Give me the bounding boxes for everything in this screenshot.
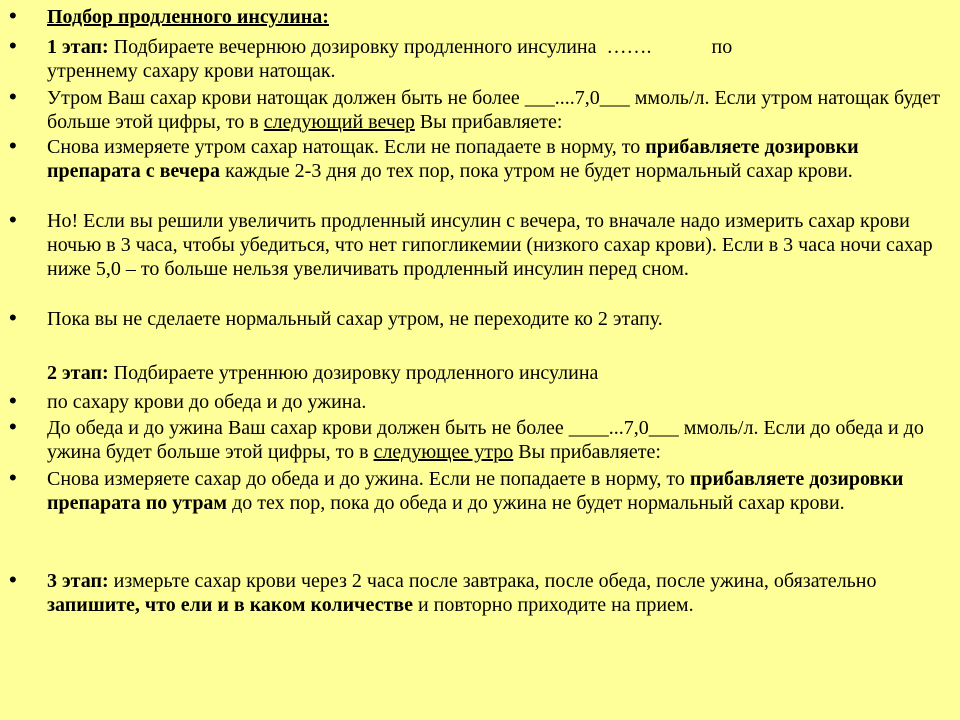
morning-item <box>9 84 947 134</box>
bullet: • <box>9 305 17 330</box>
bullet: • <box>9 84 17 109</box>
bullet: • <box>9 207 17 232</box>
by-sugar-item <box>9 388 947 414</box>
again1-text-end: каждые 2-3 дня до тех пор, пока утром не будет нормальный сахар крови. <box>220 160 853 182</box>
bullet: • <box>9 388 17 413</box>
stage2-item <box>47 361 947 385</box>
before-meals-item <box>9 414 947 464</box>
warning-item <box>9 207 947 281</box>
stage1-label: 1 этап: <box>47 36 109 58</box>
stage1-line2: утреннему сахару крови натощак. <box>47 60 336 82</box>
morning-text: Утром Ваш сахар крови натощак должен быть не более ___....7,0___ ммоль/л. Если утром натощак будет больше этой цифры, то в <box>47 87 940 133</box>
heading-item <box>9 3 947 29</box>
stage2-text: Подбираете утреннюю дозировку продленного инсулина <box>108 362 599 384</box>
next-morning: следующее утро <box>373 441 514 463</box>
bullet: • <box>9 33 17 58</box>
stage3-item <box>9 567 947 617</box>
by-sugar-text: по сахару крови до обеда и до ужина. <box>47 391 367 413</box>
before-meals-text-end: Вы прибавляете: <box>513 441 661 463</box>
bullet: • <box>9 567 17 592</box>
again2-text-end: до тех пор, пока до обеда и до ужина не будет нормальный сахар крови. <box>227 492 845 514</box>
stage2-label: 2 этап: <box>47 362 109 384</box>
morning-text-end: Вы прибавляете: <box>414 111 563 133</box>
until-text: Пока вы не сделаете нормальный сахар утром, не переходите ко 2 этапу. <box>47 308 663 330</box>
heading: Подбор продленного инсулина: <box>47 6 329 28</box>
bullet: • <box>9 414 17 439</box>
again2-bold: прибавляете дозировки препарата по утрам <box>47 468 904 514</box>
again1-text: Снова измеряете утром сахар натощак. Если не попадаете в норму, то <box>47 136 646 158</box>
again2-text: Снова измеряете сахар до обеда и до ужина. Если не попадаете в норму, то <box>47 468 690 490</box>
before-meals-text: До обеда и до ужина Ваш сахар крови должен быть не более ____...7,0___ ммоль/л. Если до обеда и до ужина будет больше этой цифры, то в <box>47 417 924 463</box>
stage1-item <box>9 33 947 83</box>
warning-text: Но! Если вы решили увеличить продленный инсулин с вечера, то вначале надо измерить сахар крови ночью в 3 часа, чтобы убедиться, что нет гипогликемии (низкого сахар крови). Если в 3 часа ночи сахар ниже 5,0 – то больше нельзя увеличивать продленный инсулин перед сном. <box>47 210 933 280</box>
again1-item <box>9 133 947 183</box>
again1-bold: прибавляете дозировки препарата с вечера <box>47 136 859 182</box>
bullet: • <box>9 133 17 158</box>
again2-item <box>9 465 947 515</box>
stage1-line1: Подбираете вечернюю дозировку продленного инсулина ……. по <box>108 36 733 58</box>
stage3-label: 3 этап: <box>47 570 109 592</box>
bullet: • <box>9 3 17 28</box>
bullet: • <box>9 465 17 490</box>
stage3-text: измерьте сахар крови через 2 часа после завтрака, после обеда, после ужина, обязательно <box>108 570 877 592</box>
until-item <box>9 305 947 331</box>
next-evening: следующий вечер <box>263 111 415 133</box>
stage3-bold: запишите, что ели и в каком количестве <box>47 594 413 616</box>
stage3-text-end: и повторно приходите на прием. <box>412 594 694 616</box>
